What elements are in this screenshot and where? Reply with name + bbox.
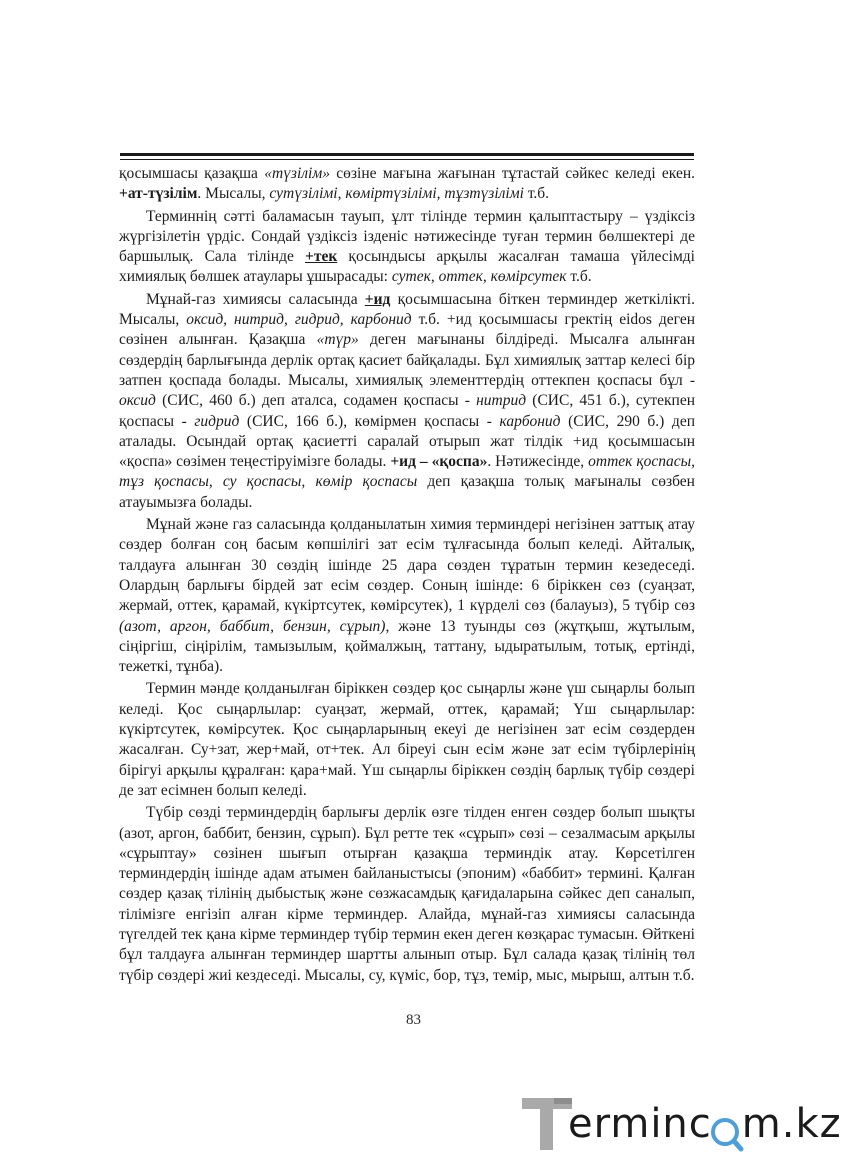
text-run: (азот, аргон, баббит, бензин, сұрып) bbox=[119, 617, 386, 635]
text-run: +ид bbox=[364, 290, 391, 308]
text-run: деп қазақша толық мағыналы сөзбен атауымызға болады. bbox=[119, 473, 695, 511]
logo-wordmark bbox=[568, 1102, 842, 1146]
paragraph-3 bbox=[119, 290, 695, 513]
text-run: (СИС, 166 б.), көмірмен қоспасы - bbox=[239, 412, 500, 430]
text-run: «түр» bbox=[316, 331, 359, 349]
text-run: . Мысалы, bbox=[197, 185, 270, 203]
logo-wordmark-part: erminc bbox=[568, 1101, 712, 1147]
text-run: деген мағынаны білдіреді. Мысалға алынған сөздердің барлығында дерлік ортақ қасиет байқалады. Бұл химиялық заттар келесі бір затпен қоспада болады. Мысалы, химиялық элементтердің оттекпен қоспасы бұл - bbox=[119, 331, 695, 389]
text-run: . Нәтижесінде, bbox=[487, 453, 589, 471]
text-run: Мұнай-газ химиясы саласында bbox=[146, 290, 365, 308]
text-run: т.б. bbox=[523, 185, 550, 203]
text-run: +тек bbox=[305, 248, 338, 266]
text-run: оксид, нитрид, гидрид, карбонид bbox=[186, 311, 412, 329]
text-run: сөзіне мағына жағынан тұтастай сәйкес келеді екен. bbox=[329, 165, 695, 182]
header-rule-thick bbox=[120, 153, 694, 156]
paragraph-2 bbox=[119, 207, 695, 288]
text-run: Мұнай және газ саласында қолданылатын химия терминдері негізінен заттық атау сөздер болған соң басым көпшілігі зат есім тұлғасында болып келеді. Айталық, талдауға алынған 30 сөздің ішінде 25 дара сөзден тұратын термин кезедеседі. Олардың барлығы бірдей зат есім сөздер. Соның ішінде: 6 біріккен сөз (суаңзат, жермай, оттек, қарамай, күкіртсутек, көмірсутек), 1 күрделі сөз (балауыз), 5 түбір сөз bbox=[119, 516, 695, 615]
text-run: қосымшасына біткен терминдер жеткілікті. Мысалы, bbox=[119, 290, 695, 329]
text-run: (СИС, 460 б.) деп аталса, содамен қоспасы - bbox=[155, 392, 477, 410]
text-run: (СИС, 290 б.) деп аталады. Осындай ортақ қасиетті саралай отырып жат тілдік +ид қосымшасын «қоспа» сөзімен теңестіруімізге болады. bbox=[119, 412, 695, 471]
text-run: (СИС, 451 б.), сутекпен қоспасы - bbox=[119, 392, 695, 430]
text-run: +ат-түзілім bbox=[119, 185, 198, 203]
paragraph-1 bbox=[119, 164, 695, 205]
header-rule-thin bbox=[120, 159, 694, 160]
text-run: Термин мәнде қолданылған біріккен сөздер қос сыңарлы және үш сыңарлы болып келеді. Қос сыңарлылар: суаңзат, жермай, оттек, қарамай; Үш сыңарлылар: күкіртсутек, көмірсутек. Қос сыңарларының екеуі де негізінен зат есім сөздерден жасалған. Су+зат, жер+май, от+тек. Ал біреуі сын есім және зат есім түбірлерінің бірігуі арқылы құралған: қара+май. Үш сыңарлы біріккен сөздің барлық түбір сөздері де зат есімнен болып келеді. bbox=[119, 680, 695, 799]
text-run: Түбір сөзді терминдердің барлығы дерлік өзге тілден енген сөздер болып шықты (азот, аргон, баббит, бензин, сұрып). Бұл ретте тек «сұрып» сөзі – сезалмасым арқылы «сұрыптау» сөзінен шығып отырған қазақша терминдік атау. Көрсетілген терминдердің ішінде адам атымен байланыстысы (эпоним) «баббит» термині. Қалған сөздер қазақ тілінің дыбыстық және сөзжасамдық қағидаларына сәйкес деп саналып, тілімізге енгізіп алған кірме терминдер. Алайда, мұнай-газ химиясы саласында түгелдей тек қана кірме терминдер түбір термин екен деген көзқарас тумасын. Өйткені бұл талдауға алынған терминдер шартты алынып отыр. Бұл салада қазақ тілінің төл түбір сөздері жиі кездеседі. Мысалы, су, күміс, бор, тұз, темір, мыс, мырыш, алтын т.б. bbox=[119, 804, 695, 984]
text-run: сутек, оттек, көмірсутек bbox=[391, 268, 567, 286]
text-run: оксид bbox=[119, 392, 156, 410]
paragraph-5 bbox=[119, 679, 695, 801]
text-run: гидрид bbox=[194, 412, 240, 430]
text-run: т.б. bbox=[566, 268, 592, 286]
text-run: қосымшасы қазақша bbox=[119, 165, 265, 182]
page-number: 83 bbox=[406, 1012, 421, 1028]
body-text bbox=[119, 164, 695, 986]
text-run: , және 13 туынды сөз (жұтқыш, жұтылым, сіңіргіш, сіңірілім, тамызылым, қоймалжың, таттану, ыдыратылым, тотық, ертінді, тежеткі, тұнба). bbox=[119, 617, 695, 676]
text-run: қосындысы арқылы жасалған тамаша үйлесімді химиялық бөлшек атаулары ұшырасады: bbox=[119, 248, 695, 286]
text-run: оттек қоспасы, тұз қоспасы, су қоспасы, көмір қоспасы bbox=[119, 453, 695, 491]
text-run: т.б. +ид қосымшасы гректің eidos деген сөзінен алынған. Қазақша bbox=[119, 311, 695, 349]
text-run: нитрид bbox=[476, 392, 527, 410]
text-run: сутүзілімі, көміртүзілімі, тұзтүзілімі bbox=[269, 185, 524, 203]
paragraph-6 bbox=[119, 803, 695, 986]
text-run: +ид – «қоспа» bbox=[390, 453, 488, 471]
paragraph-4 bbox=[119, 515, 695, 677]
logo-wordmark-part: m.kz bbox=[741, 1101, 842, 1147]
logo-t-stem bbox=[540, 1098, 553, 1150]
text-run: карбонид bbox=[499, 412, 561, 430]
text-run: «түзілім» bbox=[264, 165, 330, 182]
text-run: Терминнің сәтті баламасын тауып, ұлт тілінде термин қалыптастыру – үздіксіз жүргізілетін үрдіс. Сондай үздіксіз ізденіс нәтижесінде туған термин бөлшектері де баршылық. Сала тілінде bbox=[119, 207, 695, 266]
termincom-logo[interactable] bbox=[520, 1088, 842, 1158]
